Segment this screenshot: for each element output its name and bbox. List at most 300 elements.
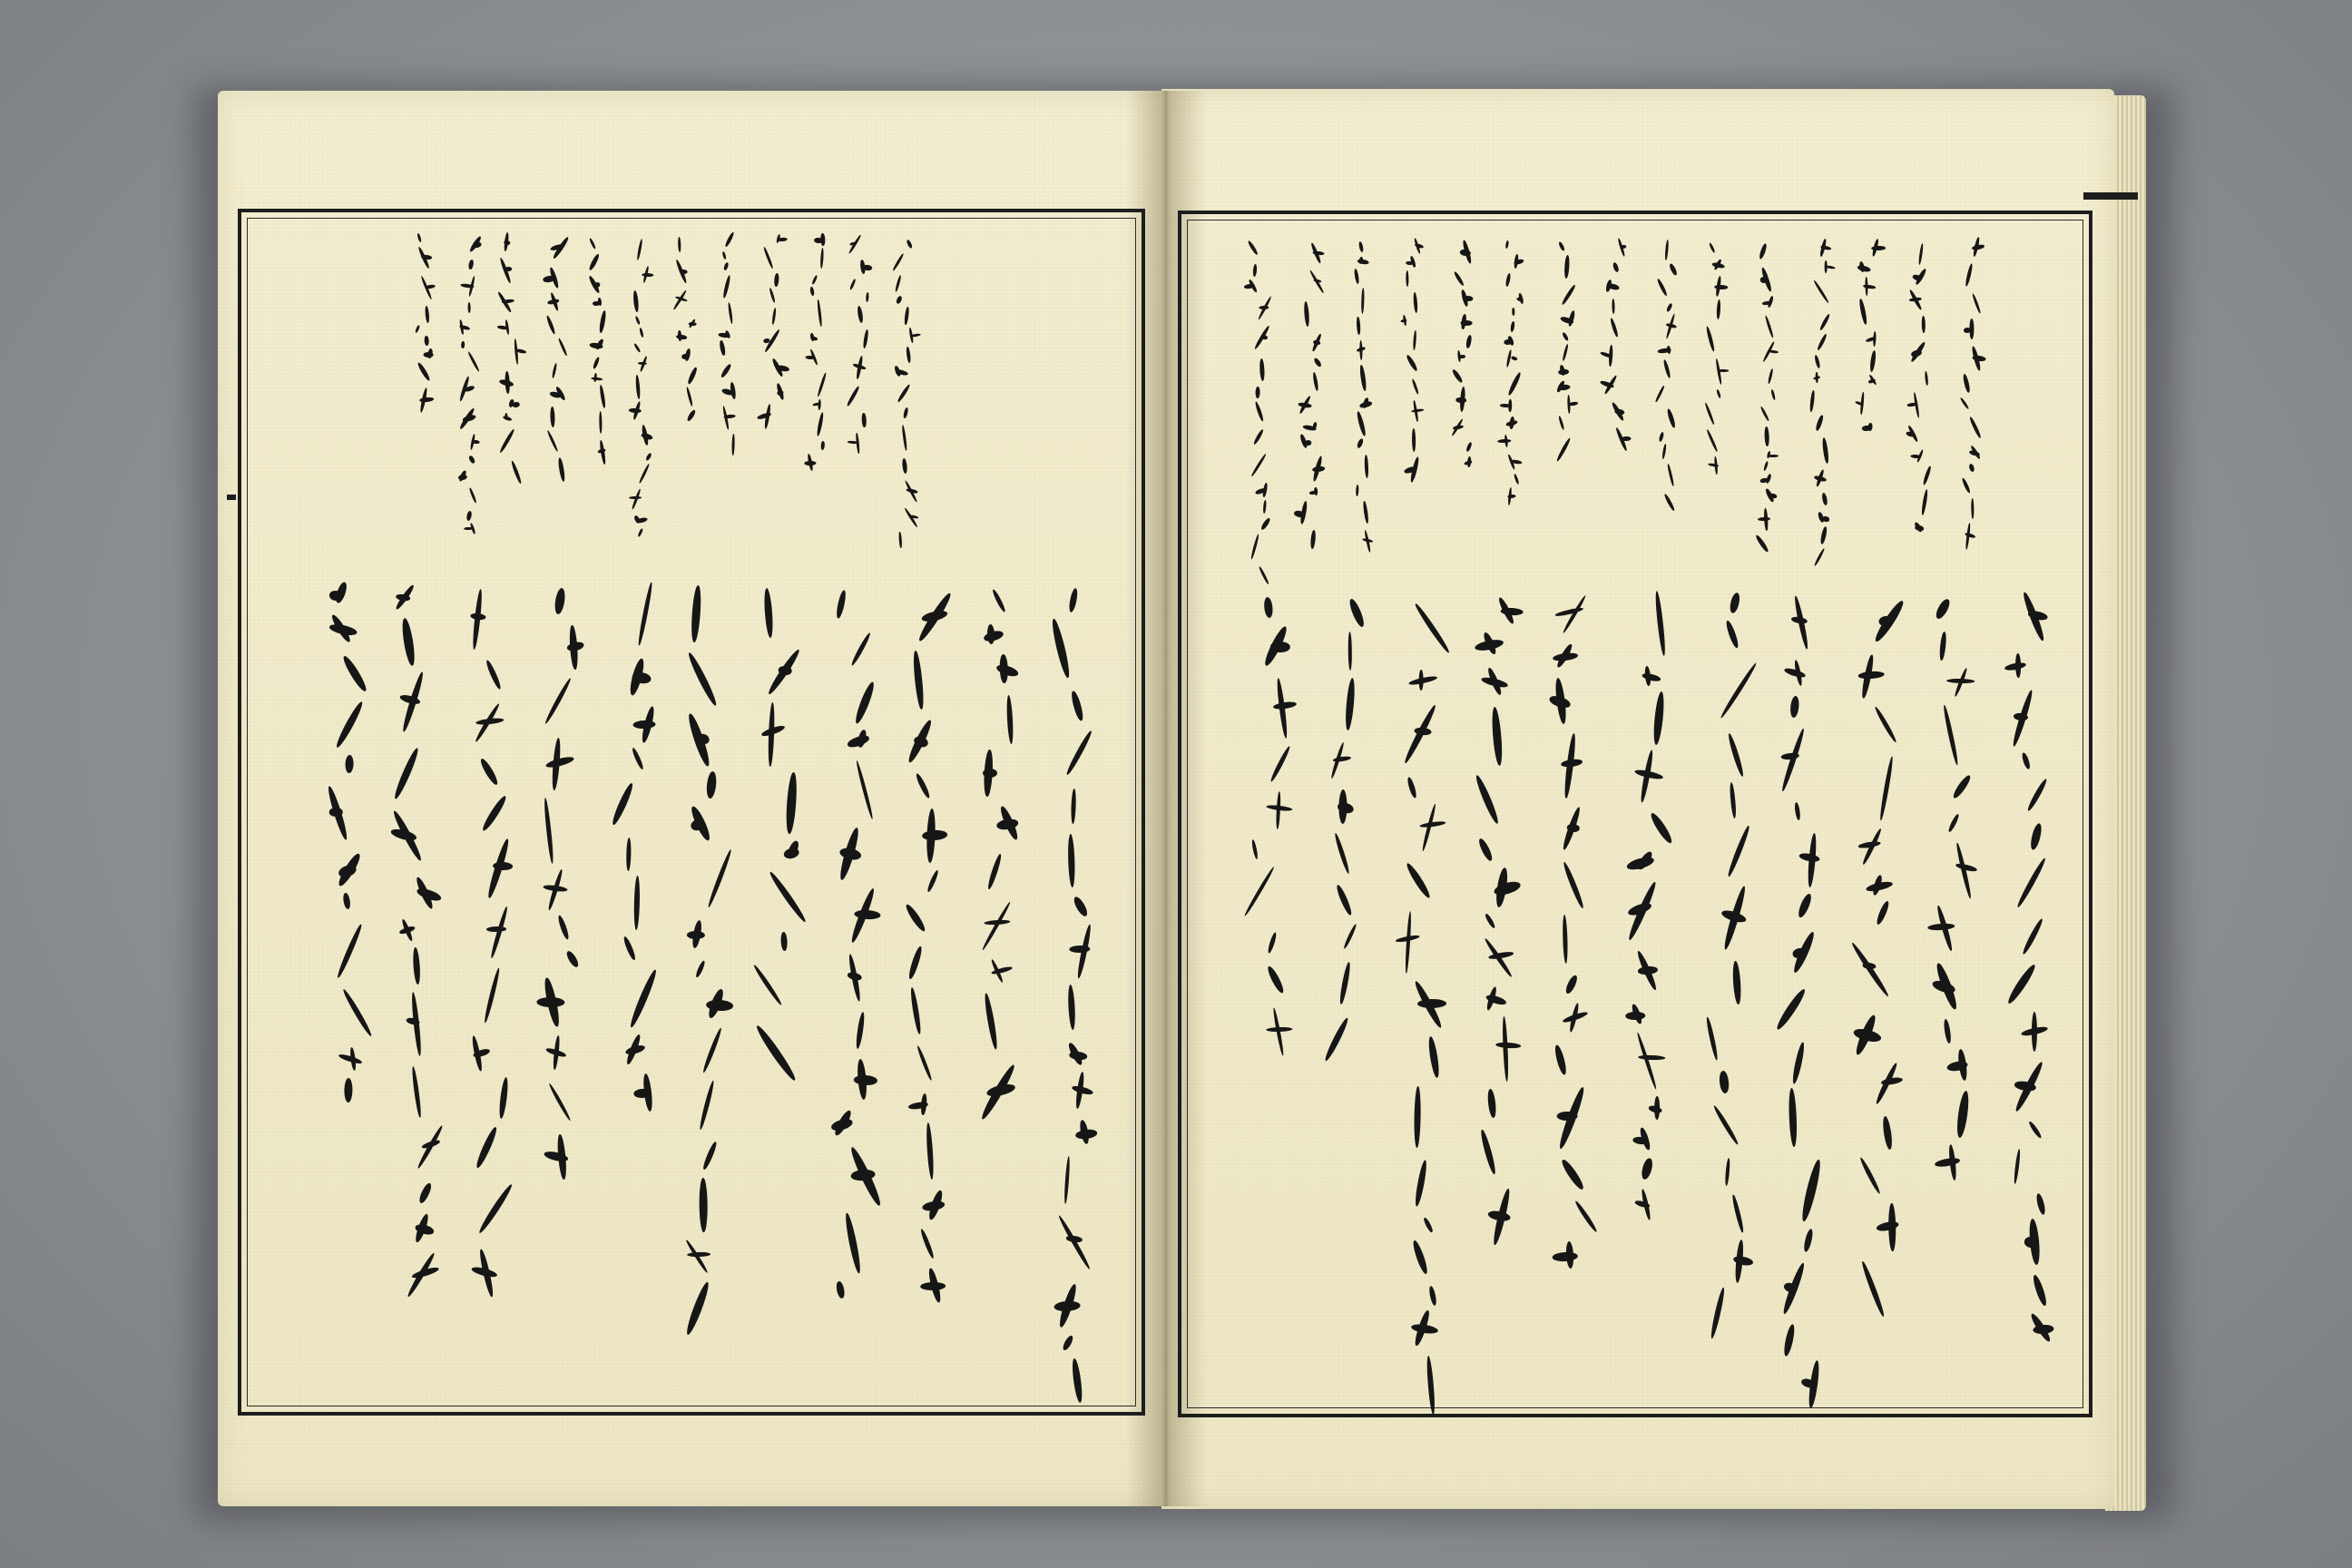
ink-stroke bbox=[857, 306, 864, 323]
ink-stroke bbox=[1420, 820, 1447, 828]
left-main-text bbox=[272, 581, 1107, 1388]
ink-stroke bbox=[1426, 1036, 1440, 1078]
ink-stroke bbox=[1269, 642, 1289, 652]
ink-stroke bbox=[817, 299, 822, 327]
ink-stroke bbox=[1259, 358, 1266, 381]
ink-stroke bbox=[1412, 428, 1416, 452]
ink-stroke bbox=[467, 302, 470, 313]
ink-stroke bbox=[906, 347, 911, 363]
ink-stroke bbox=[1971, 293, 1981, 314]
ink-stroke bbox=[633, 343, 641, 353]
ink-stroke bbox=[1461, 320, 1473, 326]
ink-stroke bbox=[768, 870, 808, 924]
ink-stroke bbox=[1796, 892, 1813, 918]
ink-stroke bbox=[589, 238, 596, 250]
ink-stroke bbox=[1755, 534, 1770, 553]
ink-stroke bbox=[1663, 494, 1676, 513]
ink-stroke bbox=[1267, 932, 1278, 954]
ink-stroke bbox=[991, 588, 1006, 613]
ink-stroke bbox=[1269, 745, 1291, 783]
ink-stroke bbox=[1455, 397, 1466, 403]
ink-stroke bbox=[723, 262, 729, 271]
ink-stroke bbox=[1658, 431, 1664, 442]
ink-stroke bbox=[1922, 466, 1932, 485]
ink-stroke bbox=[1562, 860, 1585, 908]
ink-stroke bbox=[1705, 1016, 1720, 1061]
ink-stroke bbox=[503, 415, 512, 421]
ink-stroke bbox=[1799, 1159, 1823, 1222]
ink-stroke bbox=[1862, 962, 1877, 970]
ink-stroke bbox=[1666, 302, 1673, 311]
ink-stroke bbox=[1648, 1104, 1662, 1113]
ink-stroke bbox=[425, 306, 430, 324]
script-column bbox=[671, 581, 744, 1388]
script-column bbox=[1688, 590, 1764, 1388]
ink-stroke bbox=[706, 771, 718, 799]
ink-stroke bbox=[592, 357, 600, 370]
ink-stroke bbox=[545, 315, 556, 335]
ink-stroke bbox=[636, 239, 642, 260]
ink-stroke bbox=[774, 273, 779, 287]
script-column bbox=[1459, 590, 1535, 1388]
ink-stroke bbox=[410, 1066, 421, 1118]
ink-stroke bbox=[1075, 1129, 1098, 1140]
script-column bbox=[1764, 590, 1840, 1388]
ink-stroke bbox=[1348, 598, 1366, 629]
ink-stroke bbox=[687, 409, 698, 422]
ink-stroke bbox=[470, 612, 486, 621]
ink-stroke bbox=[2028, 1121, 2043, 1140]
ink-stroke bbox=[1857, 265, 1871, 274]
ink-stroke bbox=[916, 1044, 933, 1081]
ink-stroke bbox=[1942, 705, 1959, 766]
ink-stroke bbox=[1556, 436, 1572, 461]
ink-stroke bbox=[334, 701, 365, 750]
ink-stroke bbox=[1922, 316, 1926, 333]
ink-stroke bbox=[753, 1024, 798, 1083]
script-column bbox=[664, 231, 708, 549]
ink-stroke bbox=[898, 532, 902, 548]
ink-stroke bbox=[1573, 1200, 1598, 1233]
ink-stroke bbox=[2021, 917, 2044, 956]
ink-stroke bbox=[1729, 782, 1737, 818]
ink-stroke bbox=[2015, 858, 2047, 909]
ink-stroke bbox=[1563, 974, 1579, 995]
ink-stroke bbox=[421, 254, 432, 260]
ink-stroke bbox=[1272, 1007, 1285, 1056]
ink-stroke bbox=[1562, 332, 1569, 342]
ink-stroke bbox=[728, 302, 734, 324]
ink-stroke bbox=[1943, 1019, 1952, 1044]
ink-stroke bbox=[329, 808, 343, 817]
ink-stroke bbox=[1357, 259, 1368, 265]
ink-stroke bbox=[1512, 308, 1515, 316]
ink-stroke bbox=[461, 341, 465, 349]
ink-stroke bbox=[389, 828, 417, 843]
ink-stroke bbox=[1725, 620, 1740, 650]
ink-stroke bbox=[1654, 591, 1667, 656]
ink-stroke bbox=[640, 432, 652, 441]
ink-stroke bbox=[628, 969, 659, 1029]
ink-stroke bbox=[1803, 1229, 1815, 1253]
ink-stroke bbox=[695, 960, 707, 978]
ink-stroke bbox=[1724, 1158, 1730, 1187]
ink-stroke bbox=[1636, 1032, 1658, 1090]
ink-stroke bbox=[1764, 315, 1774, 338]
ink-stroke bbox=[486, 926, 506, 932]
ink-stroke bbox=[723, 415, 735, 419]
script-column bbox=[882, 231, 926, 549]
ink-stroke bbox=[906, 240, 913, 249]
ink-stroke bbox=[896, 295, 903, 304]
ink-stroke bbox=[1334, 832, 1351, 874]
ink-stroke bbox=[892, 253, 905, 271]
ink-stroke bbox=[1561, 284, 1576, 306]
ink-stroke bbox=[1822, 493, 1829, 506]
ink-stroke bbox=[904, 307, 909, 325]
ink-stroke bbox=[1921, 489, 1929, 515]
ink-stroke bbox=[1955, 863, 1977, 873]
ink-stroke bbox=[701, 1026, 723, 1073]
ink-stroke bbox=[558, 456, 567, 481]
ink-stroke bbox=[1910, 348, 1922, 358]
ink-stroke bbox=[856, 760, 875, 819]
ink-stroke bbox=[1313, 357, 1322, 368]
ink-stroke bbox=[1763, 461, 1769, 472]
ink-stroke bbox=[1072, 895, 1090, 917]
ink-stroke bbox=[895, 275, 902, 292]
ink-stroke bbox=[1780, 728, 1806, 792]
ink-stroke bbox=[416, 361, 431, 381]
ink-stroke bbox=[600, 411, 603, 434]
script-column bbox=[1840, 590, 1916, 1388]
ink-stroke bbox=[687, 1252, 710, 1258]
ink-stroke bbox=[400, 618, 416, 667]
ink-stroke bbox=[1313, 279, 1322, 283]
ink-stroke bbox=[611, 782, 635, 827]
ink-stroke bbox=[1965, 263, 1974, 287]
ink-stroke bbox=[926, 869, 940, 893]
script-column bbox=[309, 581, 381, 1388]
ink-stroke bbox=[1626, 1012, 1646, 1020]
ink-stroke bbox=[1312, 466, 1325, 473]
ink-stroke bbox=[1057, 1214, 1092, 1269]
script-column bbox=[1539, 236, 1590, 581]
ink-stroke bbox=[722, 275, 731, 299]
ink-stroke bbox=[1473, 774, 1500, 826]
ink-stroke bbox=[1335, 884, 1353, 916]
ink-stroke bbox=[1358, 240, 1364, 251]
ink-stroke bbox=[1652, 691, 1666, 745]
ink-stroke bbox=[1250, 534, 1259, 560]
ink-stroke bbox=[1553, 652, 1579, 662]
ink-stroke bbox=[1460, 249, 1472, 256]
ink-stroke bbox=[1454, 270, 1465, 287]
ink-stroke bbox=[1794, 802, 1801, 821]
ink-stroke bbox=[1562, 915, 1568, 964]
ink-stroke bbox=[757, 412, 771, 420]
ink-stroke bbox=[1411, 1239, 1429, 1274]
ink-stroke bbox=[468, 260, 474, 270]
ink-stroke bbox=[498, 1077, 509, 1120]
ink-stroke bbox=[1665, 240, 1670, 260]
ink-stroke bbox=[1758, 516, 1770, 521]
ink-stroke bbox=[1774, 987, 1808, 1032]
ink-stroke bbox=[816, 412, 824, 436]
ink-stroke bbox=[588, 253, 601, 271]
ink-stroke bbox=[1361, 288, 1365, 314]
ink-stroke bbox=[1662, 359, 1671, 378]
ink-stroke bbox=[1413, 292, 1418, 313]
ink-stroke bbox=[1915, 525, 1924, 533]
ink-stroke bbox=[638, 528, 644, 537]
ink-stroke bbox=[1487, 1210, 1511, 1223]
ink-stroke bbox=[1709, 242, 1716, 254]
script-column bbox=[962, 581, 1034, 1388]
ink-stroke bbox=[1960, 397, 1970, 409]
left-edge-tick bbox=[227, 495, 236, 500]
ink-stroke bbox=[550, 407, 555, 427]
ink-stroke bbox=[466, 510, 472, 520]
ink-stroke bbox=[346, 755, 355, 773]
script-column bbox=[751, 231, 795, 549]
ink-stroke bbox=[1365, 455, 1369, 478]
ink-stroke bbox=[1356, 411, 1367, 436]
ink-stroke bbox=[1411, 378, 1419, 395]
ink-stroke bbox=[1569, 402, 1578, 407]
ink-stroke bbox=[1252, 428, 1264, 445]
ink-stroke bbox=[1620, 245, 1627, 250]
ink-stroke bbox=[1498, 439, 1513, 444]
ink-stroke bbox=[820, 441, 825, 450]
ink-stroke bbox=[1788, 1088, 1798, 1147]
ink-stroke bbox=[485, 659, 503, 690]
ink-stroke bbox=[632, 720, 655, 730]
ink-stroke bbox=[1252, 264, 1257, 277]
ink-stroke bbox=[1712, 1104, 1740, 1145]
ink-stroke bbox=[680, 269, 688, 274]
ink-stroke bbox=[1332, 756, 1351, 763]
ink-stroke bbox=[642, 272, 653, 276]
ink-stroke bbox=[1875, 899, 1891, 926]
ink-stroke bbox=[687, 931, 705, 939]
ink-stroke bbox=[1356, 485, 1359, 496]
ink-stroke bbox=[1406, 354, 1418, 372]
ink-stroke bbox=[622, 935, 638, 960]
ink-stroke bbox=[424, 336, 428, 347]
ink-stroke bbox=[2029, 822, 2043, 850]
ink-stroke bbox=[638, 464, 650, 485]
ink-stroke bbox=[1553, 1044, 1568, 1075]
ink-stroke bbox=[1068, 588, 1079, 613]
ink-stroke bbox=[686, 387, 694, 407]
ink-stroke bbox=[544, 677, 572, 724]
ink-stroke bbox=[1061, 1335, 1074, 1352]
ink-stroke bbox=[599, 310, 607, 333]
script-column bbox=[1793, 236, 1844, 581]
ink-stroke bbox=[341, 987, 374, 1037]
ink-stroke bbox=[866, 292, 869, 302]
ink-stroke bbox=[1356, 438, 1364, 449]
ink-stroke bbox=[1815, 415, 1824, 432]
ink-stroke bbox=[1951, 773, 1973, 799]
ink-stroke bbox=[1068, 1051, 1086, 1061]
ink-stroke bbox=[1511, 356, 1518, 361]
ink-stroke bbox=[479, 757, 501, 787]
ink-stroke bbox=[1502, 1016, 1509, 1082]
script-column bbox=[534, 231, 577, 549]
ink-stroke bbox=[1496, 1042, 1522, 1048]
ink-stroke bbox=[1911, 455, 1921, 458]
ink-stroke bbox=[1717, 369, 1729, 372]
ink-stroke bbox=[489, 906, 508, 958]
ink-stroke bbox=[1969, 416, 1983, 438]
ink-stroke bbox=[849, 632, 871, 668]
ink-stroke bbox=[909, 987, 922, 1034]
ink-stroke bbox=[861, 412, 866, 426]
ink-stroke bbox=[1363, 501, 1369, 524]
ink-stroke bbox=[2035, 1192, 2047, 1215]
script-column bbox=[1916, 590, 1993, 1388]
ink-stroke bbox=[635, 375, 641, 399]
ink-stroke bbox=[1465, 335, 1473, 348]
ink-stroke bbox=[700, 1178, 708, 1232]
ink-stroke bbox=[855, 1012, 866, 1049]
ink-stroke bbox=[1961, 477, 1972, 495]
ink-stroke bbox=[426, 284, 436, 289]
ink-stroke bbox=[632, 290, 640, 313]
ink-stroke bbox=[418, 397, 433, 403]
ink-stroke bbox=[1413, 330, 1416, 350]
ink-stroke bbox=[862, 329, 868, 349]
ink-stroke bbox=[1955, 1091, 1970, 1139]
ink-stroke bbox=[1259, 306, 1269, 309]
ink-stroke bbox=[599, 385, 606, 408]
ink-stroke bbox=[835, 589, 848, 619]
ink-stroke bbox=[1869, 350, 1877, 372]
ink-stroke bbox=[686, 651, 719, 707]
ink-stroke bbox=[1465, 441, 1473, 451]
ink-stroke bbox=[553, 587, 565, 615]
ink-stroke bbox=[763, 587, 774, 637]
ink-stroke bbox=[854, 1074, 878, 1085]
ink-stroke bbox=[625, 1044, 646, 1057]
ink-stroke bbox=[1666, 464, 1673, 486]
ink-stroke bbox=[1054, 1300, 1080, 1312]
ink-stroke bbox=[1640, 1157, 1654, 1181]
ink-stroke bbox=[1250, 453, 1266, 476]
ink-stroke bbox=[1506, 372, 1522, 397]
ink-stroke bbox=[1768, 455, 1779, 457]
script-column bbox=[1742, 236, 1793, 581]
script-column bbox=[1383, 590, 1459, 1388]
ink-stroke bbox=[510, 460, 522, 485]
ink-stroke bbox=[1486, 1089, 1496, 1119]
ink-stroke bbox=[720, 363, 732, 377]
ink-stroke bbox=[1649, 811, 1675, 846]
ink-stroke bbox=[1759, 477, 1769, 483]
ink-stroke bbox=[819, 248, 824, 269]
ink-stroke bbox=[903, 407, 908, 418]
ink-stroke bbox=[1260, 517, 1272, 532]
ink-stroke bbox=[2014, 1148, 2022, 1183]
ink-stroke bbox=[1760, 406, 1770, 422]
ink-stroke bbox=[1558, 240, 1565, 250]
ink-stroke bbox=[1790, 1041, 1806, 1083]
script-column bbox=[1590, 236, 1641, 581]
ink-stroke bbox=[1255, 387, 1259, 398]
ink-stroke bbox=[1298, 402, 1312, 408]
ink-stroke bbox=[1063, 1156, 1071, 1204]
ink-stroke bbox=[1561, 758, 1583, 768]
ink-stroke bbox=[637, 582, 653, 645]
ink-stroke bbox=[556, 915, 570, 940]
ink-stroke bbox=[678, 237, 681, 252]
ink-stroke bbox=[547, 1083, 572, 1122]
ink-stroke bbox=[783, 847, 800, 860]
ink-stroke bbox=[1850, 941, 1890, 997]
ink-stroke bbox=[1638, 1054, 1665, 1060]
ink-stroke bbox=[1610, 318, 1620, 338]
ink-stroke bbox=[504, 240, 511, 245]
ink-stroke bbox=[544, 1150, 570, 1163]
ink-stroke bbox=[1243, 867, 1276, 917]
script-column bbox=[744, 581, 817, 1388]
ink-stroke bbox=[1642, 672, 1661, 683]
ink-stroke bbox=[1782, 1324, 1797, 1357]
ink-stroke bbox=[1452, 368, 1464, 384]
ink-stroke bbox=[1453, 425, 1465, 430]
ink-stroke bbox=[1067, 834, 1075, 888]
ink-stroke bbox=[1263, 597, 1274, 619]
ink-stroke bbox=[1305, 440, 1312, 446]
ink-stroke bbox=[984, 993, 1000, 1050]
ink-stroke bbox=[1781, 752, 1800, 760]
ink-stroke bbox=[1821, 436, 1829, 463]
ink-stroke bbox=[467, 351, 480, 372]
script-column bbox=[838, 231, 882, 549]
ink-stroke bbox=[625, 838, 631, 871]
ink-stroke bbox=[1655, 386, 1665, 403]
ink-stroke bbox=[785, 771, 798, 834]
ink-stroke bbox=[698, 1080, 715, 1130]
script-column bbox=[403, 231, 446, 549]
ink-stroke bbox=[1491, 706, 1504, 765]
ink-stroke bbox=[1405, 911, 1412, 974]
ink-stroke bbox=[926, 1122, 935, 1181]
ink-stroke bbox=[480, 794, 508, 832]
script-column bbox=[1034, 581, 1107, 1388]
ink-stroke bbox=[564, 949, 580, 969]
ink-stroke bbox=[1411, 408, 1424, 413]
ink-stroke bbox=[413, 947, 421, 985]
ink-stroke bbox=[1309, 530, 1316, 550]
script-column bbox=[381, 581, 454, 1388]
ink-stroke bbox=[415, 325, 420, 334]
ink-stroke bbox=[1968, 463, 1975, 472]
ink-stroke bbox=[719, 340, 726, 356]
ink-stroke bbox=[635, 517, 648, 524]
ink-stroke bbox=[1251, 839, 1259, 859]
ink-stroke bbox=[986, 1083, 1016, 1099]
ink-stroke bbox=[1873, 706, 1897, 743]
ink-stroke bbox=[536, 997, 564, 1008]
ink-stroke bbox=[804, 460, 816, 465]
ink-stroke bbox=[546, 429, 559, 452]
ink-stroke bbox=[467, 455, 475, 464]
ink-stroke bbox=[1947, 813, 1961, 833]
ink-stroke bbox=[1070, 946, 1091, 953]
